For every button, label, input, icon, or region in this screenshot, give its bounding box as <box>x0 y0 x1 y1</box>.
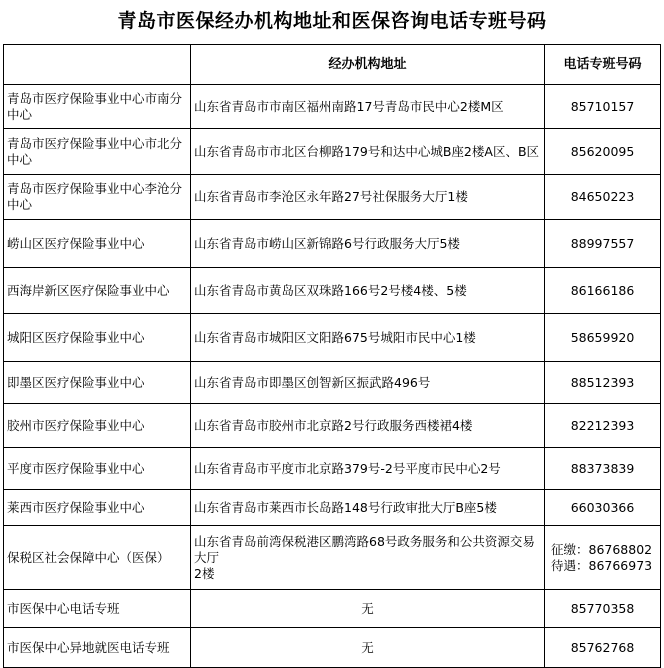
org-phone: 85770358 <box>545 590 661 628</box>
org-phone: 82212393 <box>545 404 661 448</box>
org-phone: 85710157 <box>545 85 661 129</box>
page-title: 青岛市医保经办机构地址和医保咨询电话专班号码 <box>117 10 547 32</box>
table-row <box>4 268 661 314</box>
org-address: 无 <box>191 628 545 668</box>
org-phone: 86166186 <box>545 268 661 314</box>
header-address: 经办机构地址 <box>191 45 545 85</box>
org-name: 青岛市医疗保险事业中心李沧分中心 <box>4 175 191 220</box>
org-address-line1: 山东省青岛前湾保税港区鹏湾路68号政务服务和公共资源交易大厅 <box>194 533 535 565</box>
org-name: 市医保中心异地就医电话专班 <box>4 628 191 668</box>
org-name: 西海岸新区医疗保险事业中心 <box>4 268 191 314</box>
org-address: 山东省青岛市平度市北京路379号-2号平度市民中心2号 <box>191 448 545 490</box>
org-address: 山东省青岛市市南区福州南路17号青岛市民中心2楼M区 <box>191 85 545 129</box>
org-name: 市医保中心电话专班 <box>4 590 191 628</box>
org-address: 山东省青岛市即墨区创智新区振武路496号 <box>191 362 545 404</box>
org-address <box>191 526 545 590</box>
org-address: 无 <box>191 590 545 628</box>
org-address-line2: 2楼 <box>194 565 215 581</box>
table-row <box>4 404 661 448</box>
org-address: 山东省青岛市莱西市长岛路148号行政审批大厅B座5楼 <box>191 490 545 526</box>
org-phone: 66030366 <box>545 490 661 526</box>
table-row <box>4 129 661 175</box>
table-row <box>4 590 661 628</box>
org-phone: 85762768 <box>545 628 661 668</box>
phone-benefits: 待遇：86766973 <box>551 557 653 573</box>
table-row <box>4 362 661 404</box>
org-phone: 58659920 <box>545 314 661 362</box>
org-phone: 88512393 <box>545 362 661 404</box>
org-name: 青岛市医疗保险事业中心市北分中心 <box>4 129 191 175</box>
table-row <box>4 490 661 526</box>
agency-table <box>3 44 661 668</box>
org-name: 莱西市医疗保险事业中心 <box>4 490 191 526</box>
header-phone: 电话专班号码 <box>545 45 661 85</box>
org-address: 山东省青岛市李沧区永年路27号社保服务大厅1楼 <box>191 175 545 220</box>
org-name: 城阳区医疗保险事业中心 <box>4 314 191 362</box>
table-row <box>4 448 661 490</box>
table-row <box>4 220 661 268</box>
org-name: 平度市医疗保险事业中心 <box>4 448 191 490</box>
org-address: 山东省青岛市崂山区新锦路6号行政服务大厅5楼 <box>191 220 545 268</box>
phone-collection: 征缴：86768802 <box>551 541 653 557</box>
org-name: 崂山区医疗保险事业中心 <box>4 220 191 268</box>
org-phone: 88373839 <box>545 448 661 490</box>
org-name: 保税区社会保障中心（医保） <box>4 526 191 590</box>
org-address: 山东省青岛市胶州市北京路2号行政服务西楼裙4楼 <box>191 404 545 448</box>
table-row <box>4 85 661 129</box>
table-row <box>4 526 661 590</box>
org-phone: 85620095 <box>545 129 661 175</box>
org-address: 山东省青岛市市北区台柳路179号和达中心城B座2楼A区、B区 <box>191 129 545 175</box>
org-address: 山东省青岛市黄岛区双珠路166号2号楼4楼、5楼 <box>191 268 545 314</box>
org-phone: 84650223 <box>545 175 661 220</box>
table-row <box>4 314 661 362</box>
header-org <box>4 45 191 85</box>
org-name: 青岛市医疗保险事业中心市南分中心 <box>4 85 191 129</box>
org-address: 山东省青岛市城阳区文阳路675号城阳市民中心1楼 <box>191 314 545 362</box>
org-name: 胶州市医疗保险事业中心 <box>4 404 191 448</box>
table-row <box>4 175 661 220</box>
org-phone <box>545 526 661 590</box>
org-name: 即墨区医疗保险事业中心 <box>4 362 191 404</box>
org-phone: 88997557 <box>545 220 661 268</box>
table-header-row <box>4 45 661 85</box>
table-row <box>4 628 661 668</box>
